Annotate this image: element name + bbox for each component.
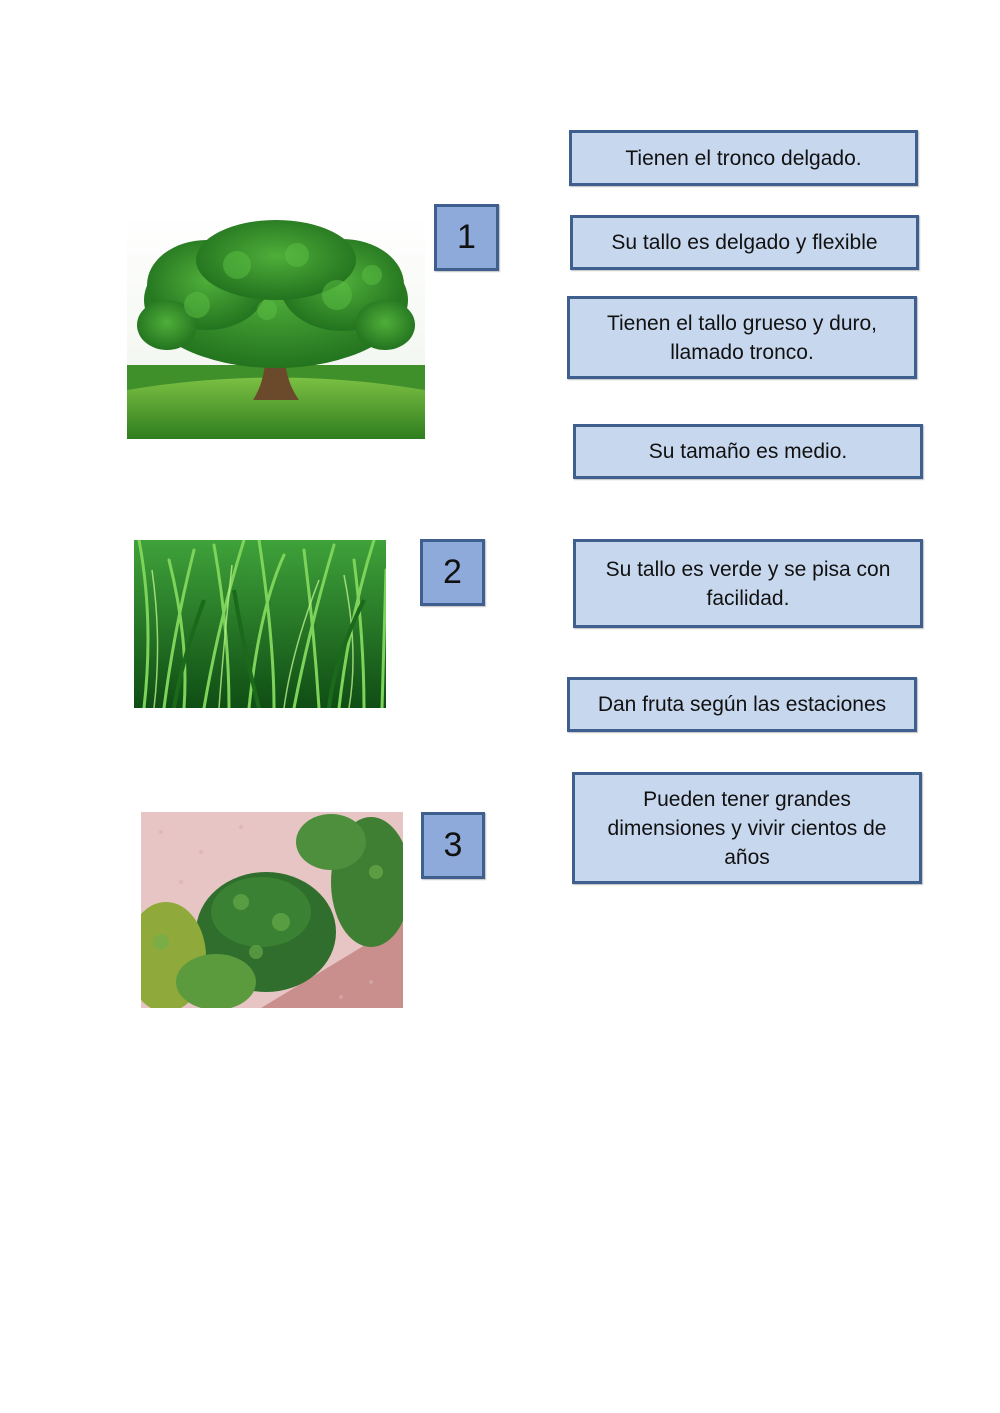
answer-card-6[interactable]: Dan fruta según las estaciones — [567, 677, 917, 732]
answer-card-2[interactable]: Su tallo es delgado y flexible — [570, 215, 919, 270]
number-box-3[interactable]: 3 — [421, 812, 485, 879]
answer-card-7[interactable]: Pueden tener grandes dimensiones y vivir cientos de años — [572, 772, 922, 884]
number-box-1[interactable]: 1 — [434, 204, 499, 271]
shrub-image — [141, 812, 403, 1008]
answer-card-5[interactable]: Su tallo es verde y se pisa con facilidad. — [573, 539, 923, 628]
answer-card-3[interactable]: Tienen el tallo grueso y duro, llamado tronco. — [567, 296, 917, 379]
answer-card-1[interactable]: Tienen el tronco delgado. — [569, 130, 918, 186]
grass-image — [134, 540, 386, 708]
tree-image — [127, 215, 425, 439]
answer-card-4[interactable]: Su tamaño es medio. — [573, 424, 923, 479]
number-box-2[interactable]: 2 — [420, 539, 485, 606]
